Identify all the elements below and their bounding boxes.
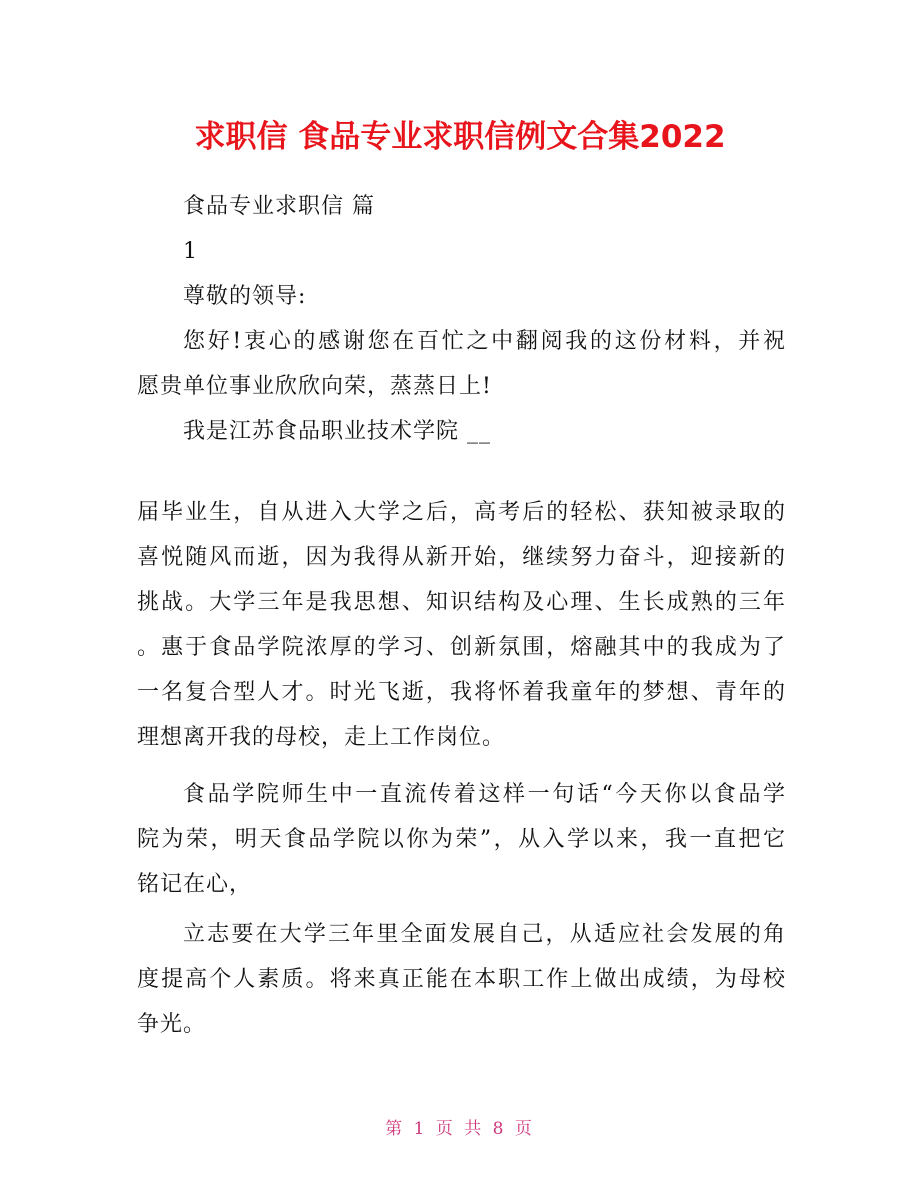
text-line: 食品学院师生中一直流传着这样一句话“今天你以食品学 <box>183 782 785 807</box>
text-line: 届毕业生，自从进入大学之后，高考后的轻松、获知被录取的 <box>137 500 785 525</box>
text-line: 您好!衷心的感谢您在百忙之中翻阅我的这份材料，并祝 <box>183 329 785 354</box>
text-line: 尊敬的领导: <box>183 284 307 309</box>
text-line: 争光。 <box>137 1012 207 1037</box>
text-line: 一名复合型人才。时光飞逝，我将怀着我童年的梦想、青年的 <box>137 680 785 705</box>
text-line: 1 <box>183 239 198 264</box>
text-line: 食品专业求职信 篇 <box>183 194 375 219</box>
text-line: 喜悦随风而逝，因为我得从新开始，继续努力奋斗，迎接新的 <box>137 545 785 570</box>
text-line: 立志要在大学三年里全面发展自己，从适应社会发展的角 <box>183 922 785 947</box>
page-footer: 第 1 页 共 8 页 <box>385 1119 535 1139</box>
text-line: 铭记在心， <box>137 872 253 897</box>
text-line: 。惠于食品学院浓厚的学习、创新氛围，熔融其中的我成为了 <box>137 635 785 660</box>
text-line: 院为荣，明天食品学院以你为荣”，从入学以来，我一直把它 <box>137 827 785 852</box>
text-line: 我是江苏食品职业技术学院 __ <box>183 419 491 444</box>
text-line: 愿贵单位事业欣欣向荣，蒸蒸日上! <box>137 374 492 399</box>
document-title: 求职信 食品专业求职信例文合集2022 <box>194 119 726 155</box>
text-line: 挑战。大学三年是我思想、知识结构及心理、生长成熟的三年 <box>137 590 785 615</box>
text-line: 理想离开我的母校，走上工作岗位。 <box>137 725 506 750</box>
text-line: 度提高个人素质。将来真正能在本职工作上做出成绩，为母校 <box>137 967 785 992</box>
